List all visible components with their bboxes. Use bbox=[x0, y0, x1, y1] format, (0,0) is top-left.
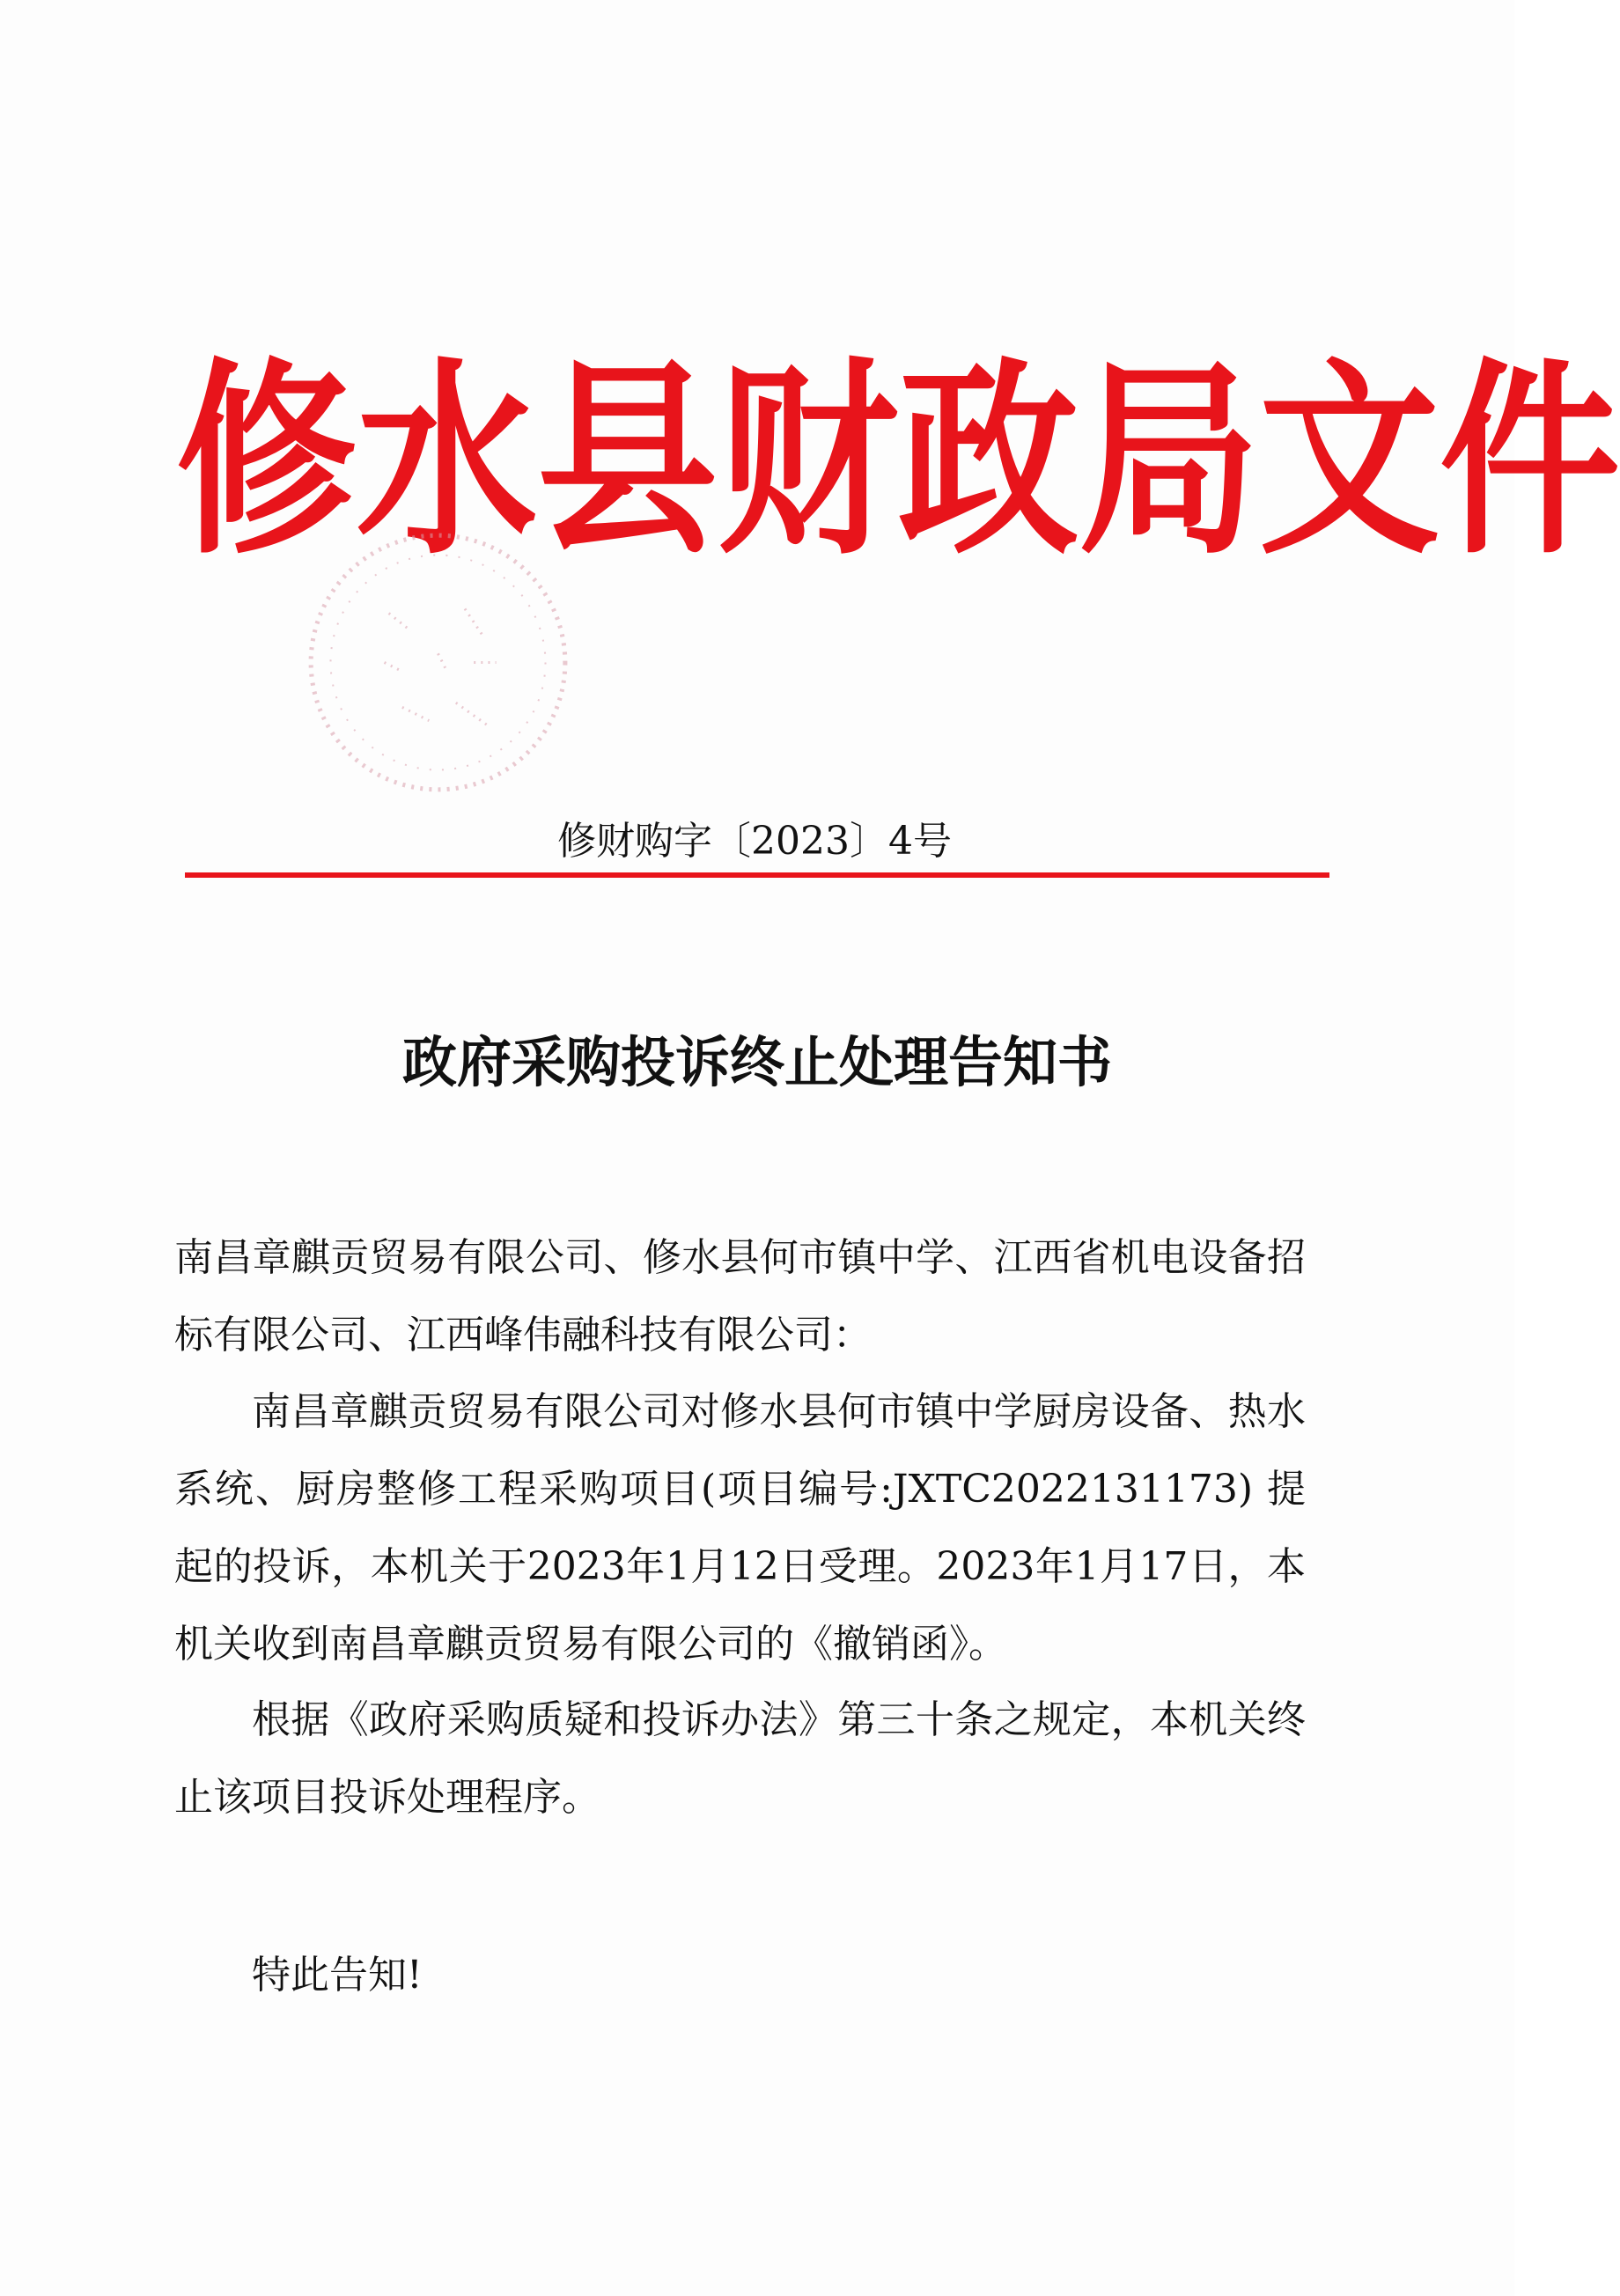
document-number bbox=[0, 819, 1514, 865]
document-number-text: 修财购字〔2023〕4号 bbox=[557, 819, 952, 864]
body-paragraph: 南昌章麒贡贸易有限公司对修水县何市镇中学厨房设备、热水系统、厨房整修工程采购项目(项目编号:JXTC2022131173) 提起的投诉，本机关于2023年1月12日受理。2023年1月17日，本机关收到南昌章麒贡贸易有限公司的《撤销函》。 bbox=[174, 1389, 1306, 1667]
masthead-char: 县 bbox=[537, 341, 718, 583]
body-paragraph: 根据《政府采购质疑和投诉办法》第三十条之规定，本机关终止该项目投诉处理程序。 bbox=[174, 1697, 1306, 1820]
closing-remark: 特此告知! bbox=[252, 1953, 423, 1998]
masthead-char: 修 bbox=[176, 341, 357, 583]
masthead-char: 件 bbox=[1440, 341, 1620, 583]
red-divider-line bbox=[185, 872, 1329, 878]
masthead-char: 财 bbox=[718, 341, 898, 583]
masthead-char: 文 bbox=[1259, 341, 1440, 583]
masthead-char: 局 bbox=[1079, 341, 1259, 583]
document-title: 政府采购投诉终止处理告知书 bbox=[401, 1030, 1112, 1094]
masthead-char: 水 bbox=[357, 341, 537, 583]
masthead-char: 政 bbox=[898, 341, 1079, 583]
addressee: 南昌章麒贡贸易有限公司、修水县何市镇中学、江西省机电设备招标有限公司、江西峰伟融科技有限公司： bbox=[174, 1235, 1306, 1358]
seal-icon bbox=[304, 528, 572, 797]
